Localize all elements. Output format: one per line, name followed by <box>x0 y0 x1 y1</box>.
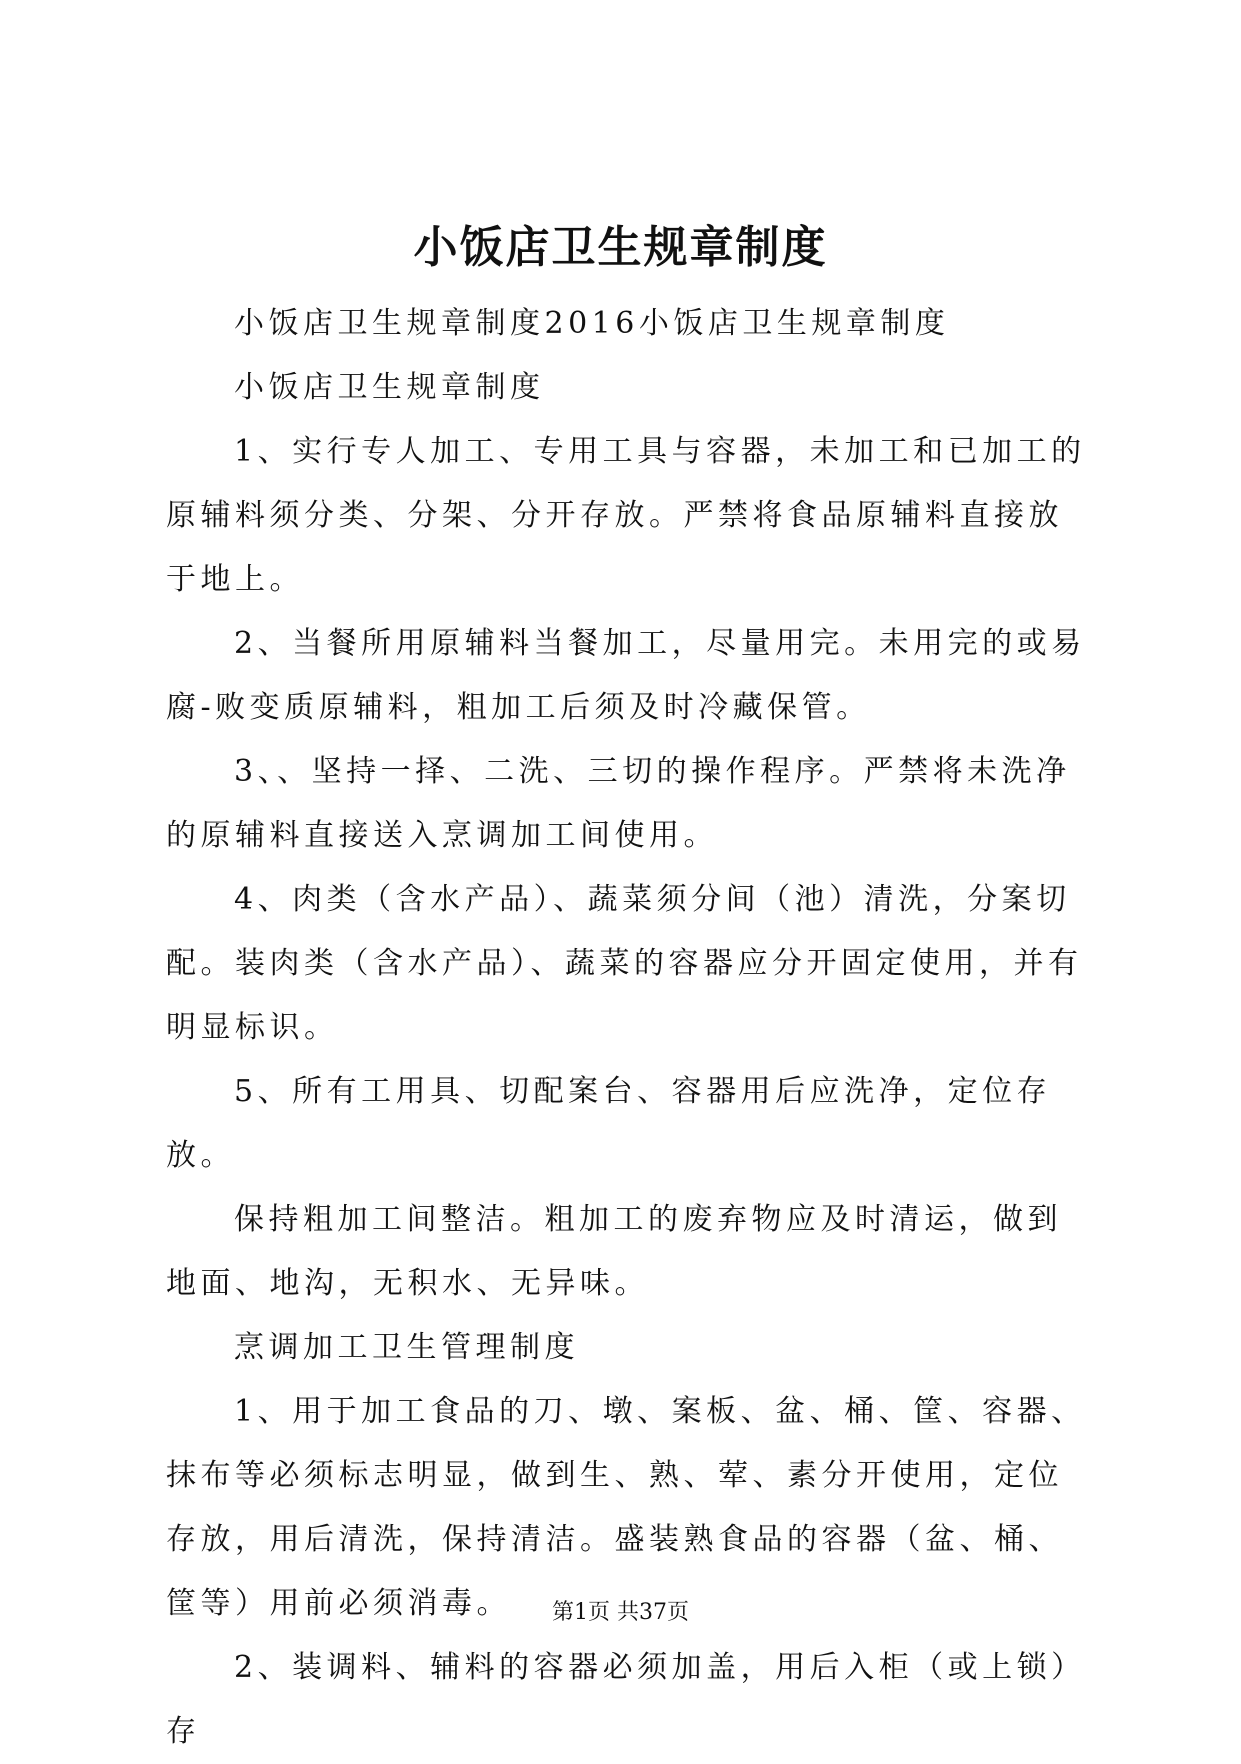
paragraph: 保持粗加工间整洁。粗加工的废弃物应及时清运，做到地面、地沟，无积水、无异味。 <box>166 1202 1062 1301</box>
paragraph: 小饭店卫生规章制度 <box>234 370 545 405</box>
paragraph: 1、用于加工食品的刀、墩、案板、盆、桶、筐、容器、抹布等必须标志明显，做到生、熟、荤、素分开使用，定位存放，用后清洗，保持清洁。盛装熟食品的容器（盆、桶、筐等）用前必须消毒。 <box>166 1394 1086 1621</box>
paragraph: 3、、坚持一择、二洗、三切的操作程序。严禁将未洗净的原辅料直接送入烹调加工间使用。 <box>166 754 1071 853</box>
page-number-footer: 第1页 共37页 <box>552 1600 689 1625</box>
paragraph: 2、装调料、辅料的容器必须加盖，用后入柜（或上锁）存 <box>166 1650 1086 1749</box>
section-heading: 烹调加工卫生管理制度 <box>234 1330 579 1365</box>
paragraph: 1、实行专人加工、专用工具与容器，未加工和已加工的原辅料须分类、分架、分开存放。严禁将食品原辅料直接放于地上。 <box>166 434 1086 597</box>
document-body <box>166 292 1086 1764</box>
paragraph: 2、当餐所用原辅料当餐加工，尽量用完。未用完的或易腐-败变质原辅料，粗加工后须及时冷藏保管。 <box>166 626 1086 725</box>
paragraph: 5、所有工用具、切配案台、容器用后应洗净，定位存放。 <box>166 1074 1052 1173</box>
paragraph: 4、肉类（含水产品）、蔬菜须分间（池）清洗，分案切配。装肉类（含水产品）、蔬菜的容器应分开固定使用，并有明显标识。 <box>166 882 1083 1045</box>
paragraph: 小饭店卫生规章制度2016小饭店卫生规章制度 <box>234 306 950 341</box>
document-title: 小饭店卫生规章制度 <box>413 222 828 273</box>
